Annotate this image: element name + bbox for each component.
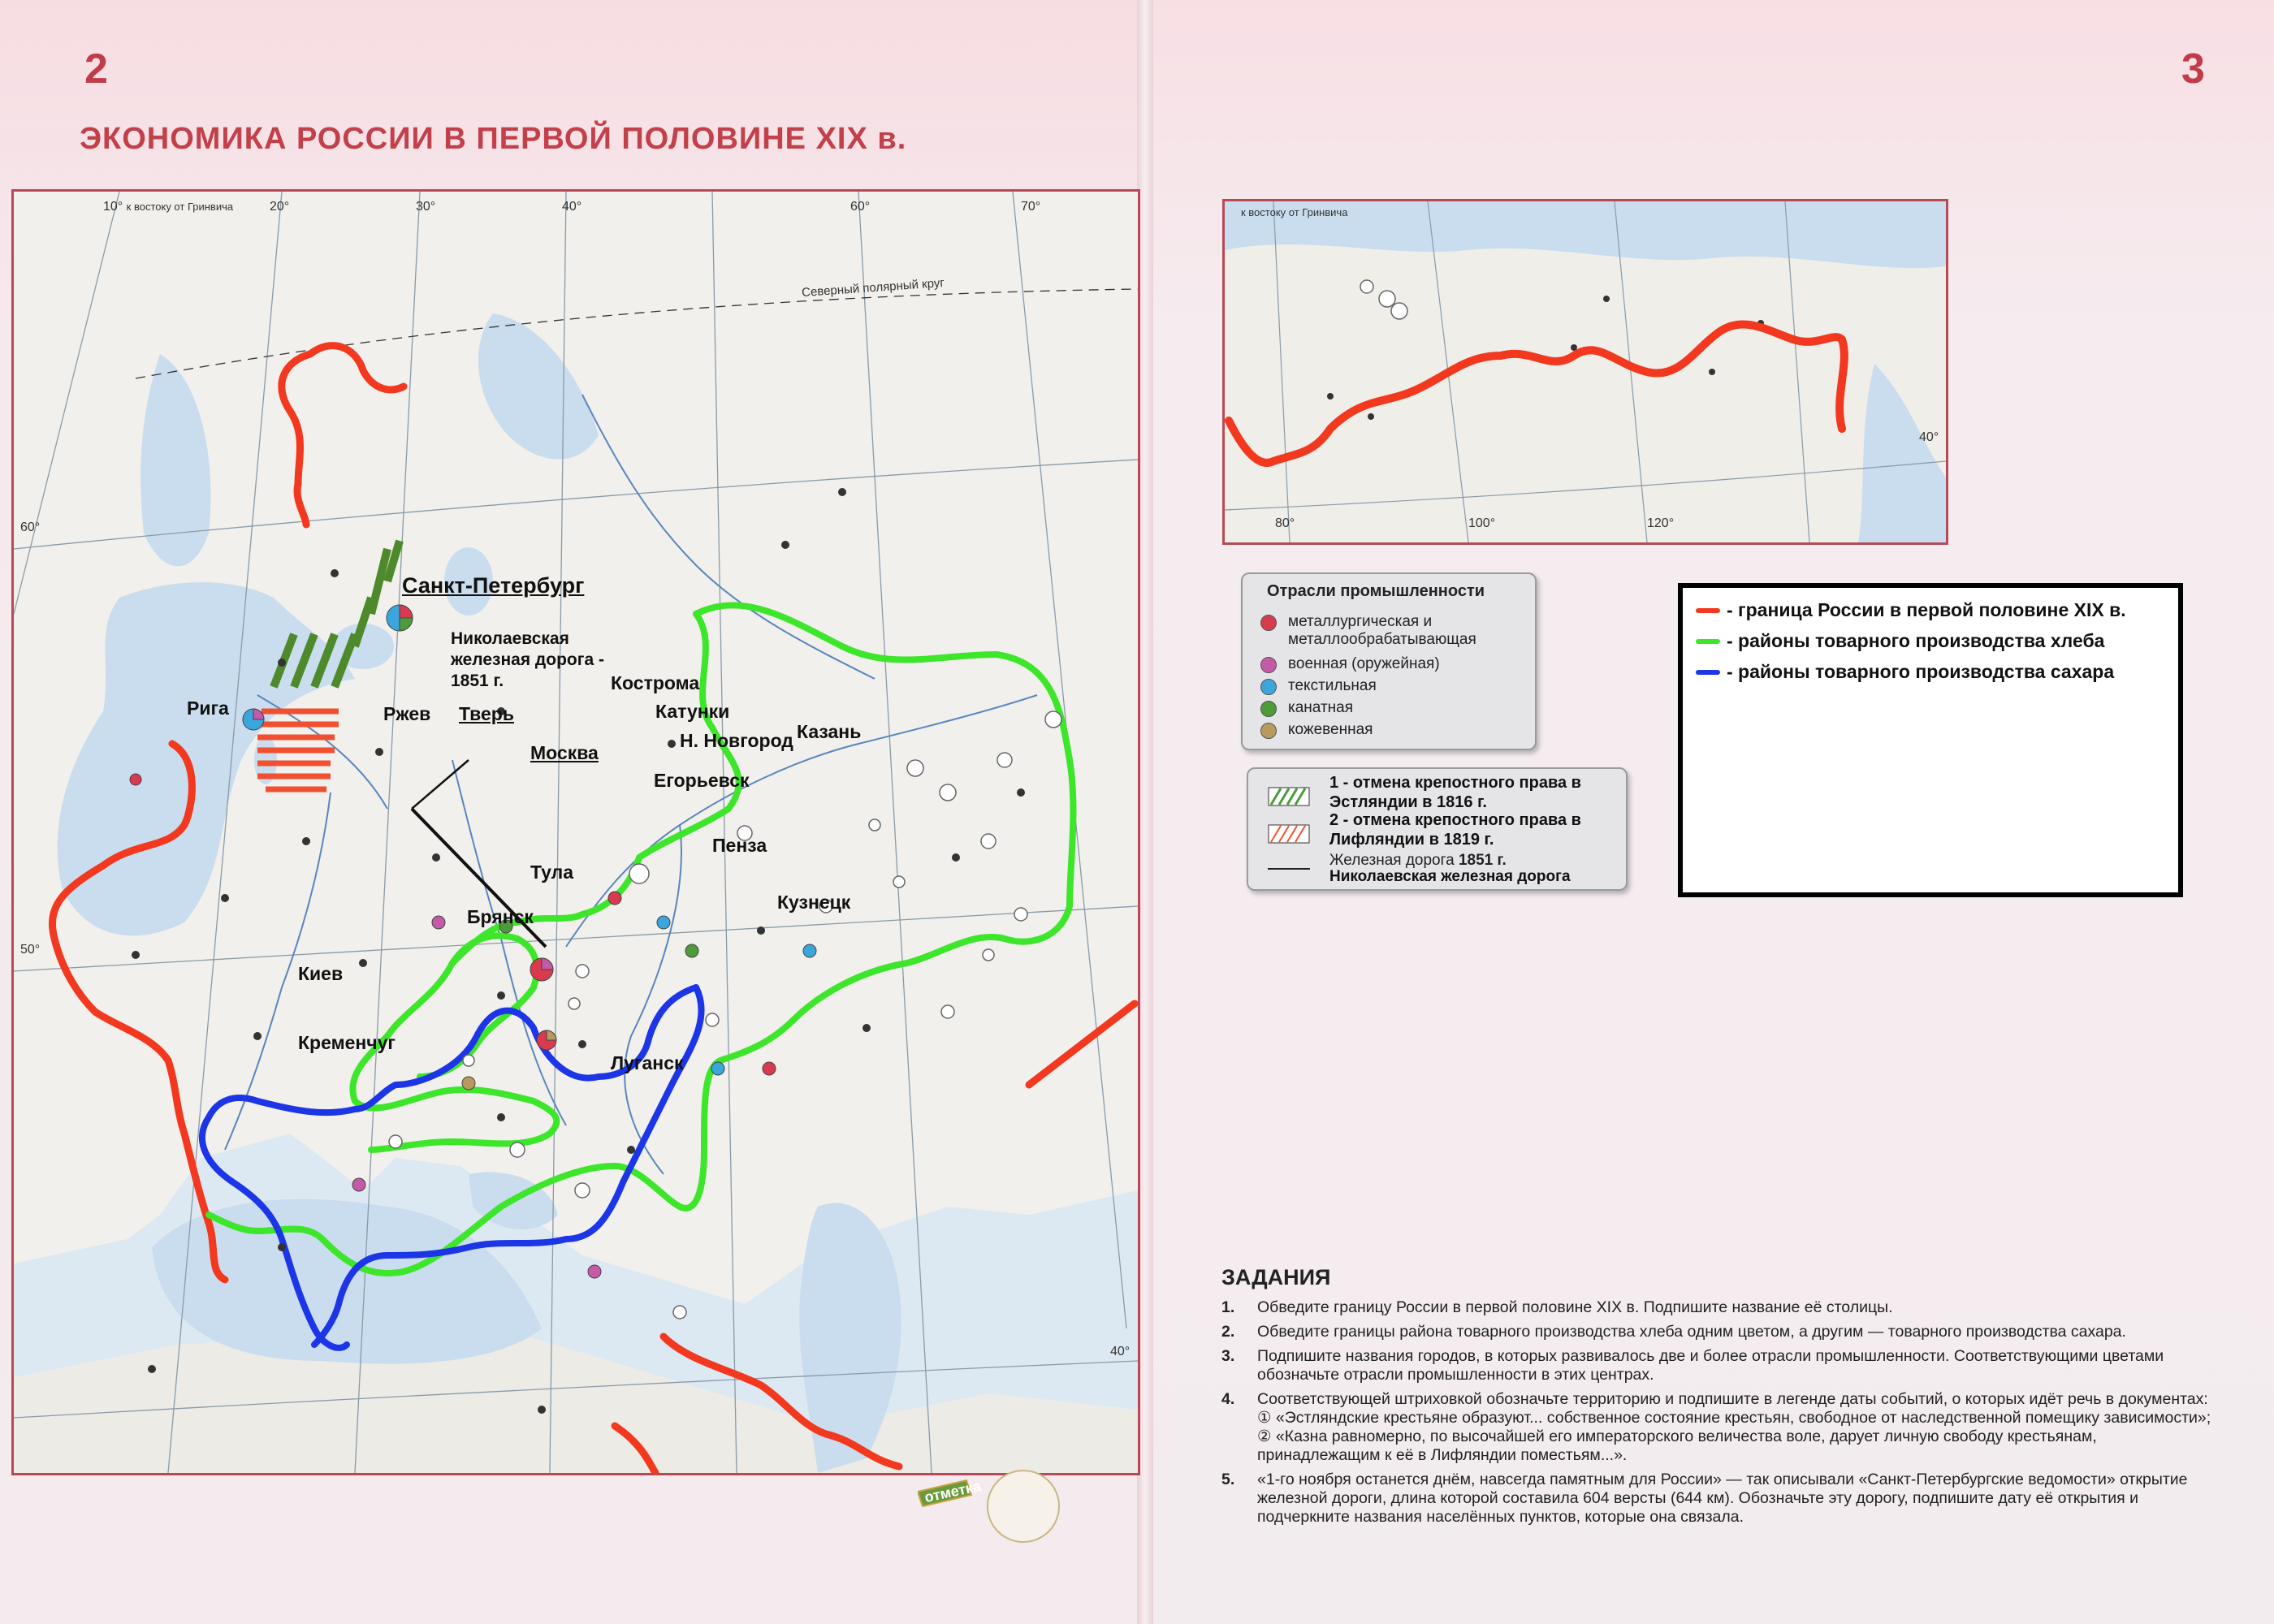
inset-map-siberia xyxy=(1222,199,1948,545)
meridian-note-text: к востоку от Гринвича xyxy=(126,201,234,213)
route-legend-label: - районы товарного производства хлеба xyxy=(1727,630,2105,651)
legend-label: канатная xyxy=(1288,699,1353,716)
livland-hatch-swatch xyxy=(1268,824,1310,844)
city-tver: Тверь xyxy=(459,703,514,724)
city-katunki: Катунки xyxy=(655,701,730,722)
city-kostroma: Кострома xyxy=(611,672,700,693)
legend-item-textile xyxy=(1260,677,1377,695)
sugar-line-swatch xyxy=(1696,670,1720,675)
inset-lon120-label: 120° xyxy=(1647,516,1675,530)
leather-color-dot xyxy=(1260,723,1277,739)
border-line-swatch xyxy=(1696,608,1720,613)
task-number: 5. xyxy=(1221,1471,1235,1488)
railway-label: Николаевская железная дорога - 1851 г. xyxy=(451,629,604,690)
lon70-label: 70° xyxy=(1021,200,1041,214)
inset-map-drawing xyxy=(1225,201,1946,542)
route-legend-label: - районы товарного производства сахара xyxy=(1727,661,2115,682)
legend-railway-name: Николаевская железная дорога xyxy=(1329,868,1571,885)
task-number: 3. xyxy=(1221,1347,1235,1365)
legend-item-rope xyxy=(1260,699,1353,717)
lat60-label: 60° xyxy=(20,520,41,534)
polar-circle-label: Северный полярный круг xyxy=(801,275,945,300)
task-number: 4. xyxy=(1221,1390,1235,1408)
main-map-drawing xyxy=(14,192,1138,1473)
task-item xyxy=(1221,1347,2216,1384)
legend-label: кожевенная xyxy=(1288,721,1373,738)
task-item xyxy=(1221,1323,2216,1341)
legend-item-military xyxy=(1260,655,1440,673)
city-bryansk: Брянск xyxy=(467,906,534,927)
lon20-label: 20° xyxy=(270,200,290,214)
rail-year-text: 1851 г. xyxy=(1458,852,1507,869)
estland-hatch-swatch xyxy=(1268,787,1310,806)
metallurgy-color-dot xyxy=(1260,615,1277,631)
route-legend-label: - граница России в первой половине XIX в. xyxy=(1727,599,2126,620)
task-text: Обведите границу России в первой половине XIX в. Подпишите название её столицы. xyxy=(1257,1298,1893,1316)
city-riga: Рига xyxy=(187,698,229,719)
lon40-label: 40° xyxy=(562,200,582,214)
railway-swatch xyxy=(1268,868,1310,870)
legend-label: военная (оружейная) xyxy=(1288,655,1440,672)
legend-label: металлургическая и металлообрабатывающая xyxy=(1288,613,1476,648)
lat40-label: 40° xyxy=(1110,1345,1131,1358)
route-legend-grain xyxy=(1696,630,2104,652)
main-map xyxy=(11,189,1140,1475)
city-egorievsk: Егорьевск xyxy=(654,770,750,791)
city-moscow: Москва xyxy=(530,742,599,763)
task-number: 1. xyxy=(1221,1298,1235,1316)
legend-railway-prefix xyxy=(1329,852,1507,870)
tasks-heading: ЗАДАНИЯ xyxy=(1221,1265,1331,1289)
lon60-label: 60° xyxy=(850,200,871,214)
events-legend xyxy=(1247,767,1628,891)
stamp-label: отметка xyxy=(923,1477,983,1506)
grain-line-swatch xyxy=(1696,639,1720,644)
city-kuznetsk: Кузнецк xyxy=(777,892,851,913)
page-title: ЭКОНОМИКА РОССИИ В ПЕРВОЙ ПОЛОВИНЕ XIX в. xyxy=(80,122,907,156)
textile-color-dot xyxy=(1260,679,1277,695)
rope-color-dot xyxy=(1260,701,1277,717)
page-number-right: 3 xyxy=(2181,45,2205,93)
legend-label: текстильная xyxy=(1288,677,1377,694)
city-tula: Тула xyxy=(530,862,574,883)
city-kiev: Киев xyxy=(298,963,344,984)
livland-hatching xyxy=(257,711,339,789)
route-legend-border xyxy=(1696,599,2126,621)
city-saint-petersburg: Санкт-Петербург xyxy=(402,573,585,598)
route-legend-sugar xyxy=(1696,661,2114,683)
legend-estland-text: 1 - отмена крепостного права в Эстляндии в 1816 г. xyxy=(1329,774,1581,811)
inset-lon80-label: 80° xyxy=(1275,516,1295,530)
city-kremenchug: Кременчуг xyxy=(298,1032,396,1053)
task-item xyxy=(1221,1298,2216,1317)
route-legend xyxy=(1678,583,2183,897)
legend-livland-text: 2 - отмена крепостного права в Лифляндии в 1819 г. xyxy=(1329,811,1581,849)
lon10-label: 10° xyxy=(103,200,123,214)
task-item xyxy=(1221,1471,2216,1527)
land-south xyxy=(14,1328,1138,1473)
lon30-label: 30° xyxy=(416,200,436,214)
task-text: Подпишите названия городов, в которых развивалось две и более отрасли промышленности. Соответствующими цветами обозначьте отрасли промышленности в этих центрах. xyxy=(1257,1347,2164,1384)
task-item xyxy=(1221,1390,2216,1465)
industry-legend xyxy=(1241,572,1537,750)
meridian-note xyxy=(103,200,233,214)
inset-lon100-label: 100° xyxy=(1468,516,1496,530)
legend-item-metallurgy xyxy=(1260,613,1528,649)
city-nizhny-novgorod: Н. Новгород xyxy=(680,730,793,751)
city-lugansk: Луганск xyxy=(611,1052,684,1073)
city-penza: Пенза xyxy=(712,835,767,856)
task-text: «1-го ноября останется днём, навсегда памятным для России» — так описывали «Санкт-Петербургские ведомости» открытие железной дороги, длина которой составила 604 версты (644 км). Обозначьте эту дорогу, подпишите дату её открытия и подчеркните названия населённых пунктов, которые она связала. xyxy=(1257,1471,2188,1526)
rail-prefix-text: Железная дорога xyxy=(1329,852,1455,869)
city-kazan: Казань xyxy=(797,721,862,742)
inset-meridian-note: к востоку от Гринвича xyxy=(1241,206,1348,218)
task-number: 2. xyxy=(1221,1323,1235,1341)
inset-lat40-label: 40° xyxy=(1919,430,1939,444)
grade-stamp[interactable] xyxy=(918,1456,1072,1545)
task-text: Обведите границы района товарного производства хлеба одним цветом, а другим — товарного производства сахара. xyxy=(1257,1323,2126,1341)
city-rzhev: Ржев xyxy=(383,703,431,724)
lat50-label: 50° xyxy=(20,943,41,957)
task-text: Соответствующей штриховкой обозначьте территорию и подпишите в легенде даты событий, о которых идёт речь в документах: ① «Эстляндские крестьяне образуют... собственное состояние крестьян, свободное от наследственной помещику зависимости»; ② «Казна равномерно, по высочайшей его императорского величества воле, дарует личную свободу крестьянам, принадлежащим к её в Лифляндии поместьям...». xyxy=(1257,1390,2211,1464)
tasks-section xyxy=(1221,1265,2216,1532)
industry-legend-title: Отрасли промышленности xyxy=(1267,582,1485,600)
military-color-dot xyxy=(1260,657,1277,673)
legend-item-leather xyxy=(1260,721,1373,739)
page-number-left: 2 xyxy=(84,45,108,93)
